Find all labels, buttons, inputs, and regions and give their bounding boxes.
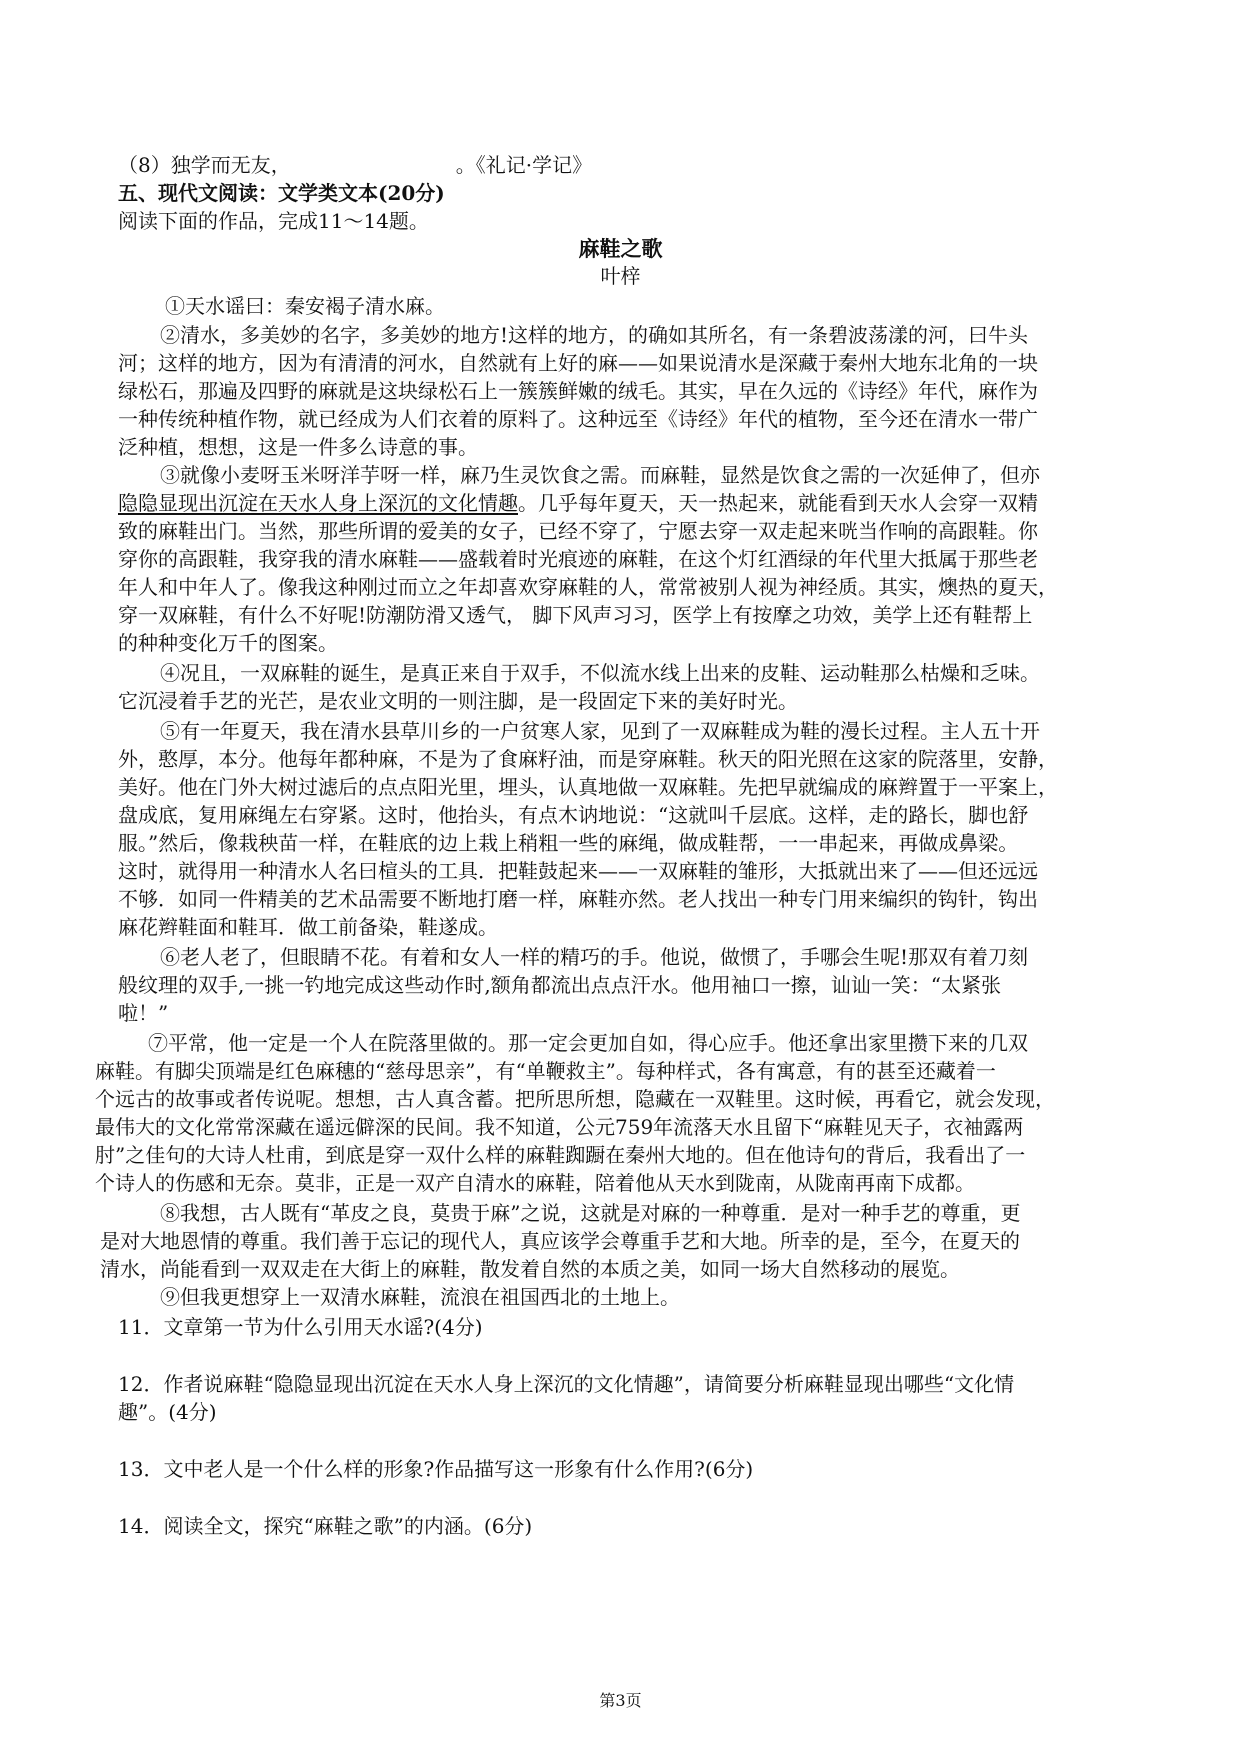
question-12-cont: 趣”。(4分) bbox=[118, 1400, 217, 1424]
paragraph-line: 个远古的故事或者传说呢。想想，古人真含蓄。把所思所想，隐藏在一双鞋里。这时候，再看它，就会发现， bbox=[95, 1087, 1055, 1111]
paragraph-line: 河；这样的地方，因为有清清的河水，自然就有上好的麻——如果说清水是深藏于秦州大地东北角的一块 bbox=[118, 351, 1038, 375]
article-title: 麻鞋之歌 bbox=[578, 236, 663, 261]
paragraph-line: 它沉浸着手艺的光芒，是农业文明的一则注脚，是一段固定下来的美好时光。 bbox=[118, 689, 798, 713]
question-13: 13．文中老人是一个什么样的形象?作品描写这一形象有什么作用?(6分) bbox=[118, 1457, 754, 1481]
paragraph-line: 一种传统种植作物，就已经成为人们衣着的原料了。这种远至《诗经》年代的植物，至今还在清水一带广 bbox=[118, 407, 1038, 431]
paragraph-line: 麻鞋。有脚尖顶端是红色麻穗的“慈母思亲”，有“单鞭救主”。每种样式，各有寓意，有的甚至还藏着一 bbox=[95, 1059, 996, 1083]
paragraph-line: 盘成底，复用麻绳左右穿紧。这时，他抬头，有点木讷地说：“这就叫千层底。这样，走的路长，脚也舒 bbox=[118, 803, 1029, 827]
paragraph-line: 穿一双麻鞋，有什么不好呢!防潮防滑又透气， 脚下风声习习，医学上有按摩之功效，美学上还有鞋帮上 bbox=[118, 603, 1033, 627]
paragraph-line: 不够．如同一件精美的艺术品需要不断地打磨一样，麻鞋亦然。老人找出一种专门用来编织的钩针，钩出 bbox=[118, 887, 1038, 911]
paragraph-line: ⑦平常，他一定是一个人在院落里做的。那一定会更加自如，得心应手。他还拿出家里攒下来的几双 bbox=[148, 1031, 1028, 1055]
page-number: 第3页 bbox=[599, 1691, 642, 1710]
section-heading: 五、现代文阅读：文学类文本(20分) bbox=[118, 181, 445, 205]
q8-suffix: 。《礼记·学记》 bbox=[455, 153, 593, 177]
paragraph-line: ④况且，一双麻鞋的诞生，是真正来自于双手，不似流水线上出来的皮鞋、运动鞋那么枯燥和乏味。 bbox=[160, 661, 1040, 685]
paragraph-line: 清水，尚能看到一双双走在大街上的麻鞋，散发着自然的本质之美，如同一场大自然移动的展览。 bbox=[100, 1257, 960, 1281]
paragraph-line: 般纹理的双手,一挑一钓地完成这些动作时,额角都流出点点汗水。他用袖口一擦，讪讪一笑：“太紧张 bbox=[118, 973, 1001, 997]
paragraph-line: 年人和中年人了。像我这种刚过而立之年却喜欢穿麻鞋的人，常常被别人视为神经质。其实，燠热的夏天， bbox=[118, 575, 1058, 599]
paragraph-line: ⑨但我更想穿上一双清水麻鞋，流浪在祖国西北的土地上。 bbox=[160, 1285, 680, 1309]
question-11: 11．文章第一节为什么引用天水谣?(4分) bbox=[118, 1315, 483, 1339]
instruction: 阅读下面的作品，完成11～14题。 bbox=[118, 209, 429, 233]
paragraph-line: 的种种变化万千的图案。 bbox=[118, 631, 338, 655]
paragraph-line: 个诗人的伤感和无奈。莫非，正是一双产自清水的麻鞋，陪着他从天水到陇南，从陇南再南下成都。 bbox=[95, 1171, 975, 1195]
paragraph-line: 致的麻鞋出门。当然，那些所谓的爱美的女子，已经不穿了，宁愿去穿一双走起来咣当作响的高跟鞋。你 bbox=[118, 519, 1038, 543]
paragraph-line: 麻花辫鞋面和鞋耳．做工前备染，鞋遂成。 bbox=[118, 915, 498, 939]
paragraph-line: ③就像小麦呀玉米呀洋芋呀一样，麻乃生灵饮食之需。而麻鞋，显然是饮食之需的一次延伸了，但亦 bbox=[160, 463, 1040, 487]
paragraph-line: 美好。他在门外大树过滤后的点点阳光里，埋头，认真地做一双麻鞋。先把早就编成的麻辫置于一平案上， bbox=[118, 775, 1058, 799]
q8-line bbox=[118, 152, 592, 178]
paragraph-line: 最伟大的文化常常深藏在遥远僻深的民间。我不知道，公元759年流落天水且留下“麻鞋见天子，衣袖露两 bbox=[95, 1115, 1024, 1139]
underlined-phrase: 隐隐显现出沉淀在天水人身上深沉的文化情趣 bbox=[118, 491, 518, 515]
q8-prefix: （8）独学而无友， bbox=[118, 153, 291, 177]
paragraph-line: 穿你的高跟鞋，我穿我的清水麻鞋——盛载着时光痕迹的麻鞋，在这个灯红酒绿的年代里大抵属于那些老 bbox=[118, 547, 1038, 571]
paragraph-line: 是对大地恩情的尊重。我们善于忘记的现代人，真应该学会尊重手艺和大地。所幸的是，至今，在夏天的 bbox=[100, 1229, 1020, 1253]
paragraph-line: 啦！” bbox=[118, 1001, 169, 1025]
paragraph-line: 服。”然后，像栽秧苗一样，在鞋底的边上栽上稍粗一些的麻绳，做成鞋帮，一一串起来，再做成鼻梁。 bbox=[118, 831, 1019, 855]
question-14: 14．阅读全文，探究“麻鞋之歌”的内涵。(6分) bbox=[118, 1514, 533, 1538]
paragraph-line: ⑥老人老了，但眼睛不花。有着和女人一样的精巧的手。他说，做惯了，手哪会生呢!那双有着刀刻 bbox=[160, 945, 1029, 969]
paragraph-line: ⑤有一年夏天，我在清水县草川乡的一户贫寒人家，见到了一双麻鞋成为鞋的漫长过程。主人五十开 bbox=[160, 719, 1040, 743]
line-rest: 。几乎每年夏天，天一热起来，就能看到天水人会穿一双精 bbox=[518, 491, 1038, 515]
paragraph-line: ⑧我想，古人既有“革皮之良，莫贵于麻”之说，这就是对麻的一种尊重．是对一种手艺的尊重，更 bbox=[160, 1201, 1021, 1225]
paragraph-line: 绿松石，那遍及四野的麻就是这块绿松石上一簇簇鲜嫩的绒毛。其实，早在久远的《诗经》年代，麻作为 bbox=[118, 379, 1038, 403]
paragraph-line-underlined bbox=[118, 490, 1038, 516]
paragraph-line: ①天水谣曰：秦安褐子清水麻。 bbox=[165, 294, 445, 318]
paragraph-line: 外，憨厚，本分。他每年都种麻，不是为了食麻籽油，而是穿麻鞋。秋天的阳光照在这家的院落里，安静， bbox=[118, 747, 1058, 771]
paragraph-line: 泛种植，想想，这是一件多么诗意的事。 bbox=[118, 435, 478, 459]
article-author: 叶梓 bbox=[600, 264, 641, 288]
question-12: 12．作者说麻鞋“隐隐显现出沉淀在天水人身上深沉的文化情趣”，请简要分析麻鞋显现出哪些“文化情 bbox=[118, 1372, 1015, 1396]
paragraph-line: 肘”之佳句的大诗人杜甫，到底是穿一双什么样的麻鞋踟蹰在秦州大地的。但在他诗句的背后，我看出了一 bbox=[95, 1143, 1026, 1167]
paragraph-line: ②清水，多美妙的名字，多美妙的地方!这样的地方，的确如其所名，有一条碧波荡漾的河，曰牛头 bbox=[160, 323, 1029, 347]
paragraph-line: 这时，就得用一种清水人名曰楦头的工具．把鞋鼓起来——一双麻鞋的雏形，大抵就出来了——但还远远 bbox=[118, 859, 1038, 883]
